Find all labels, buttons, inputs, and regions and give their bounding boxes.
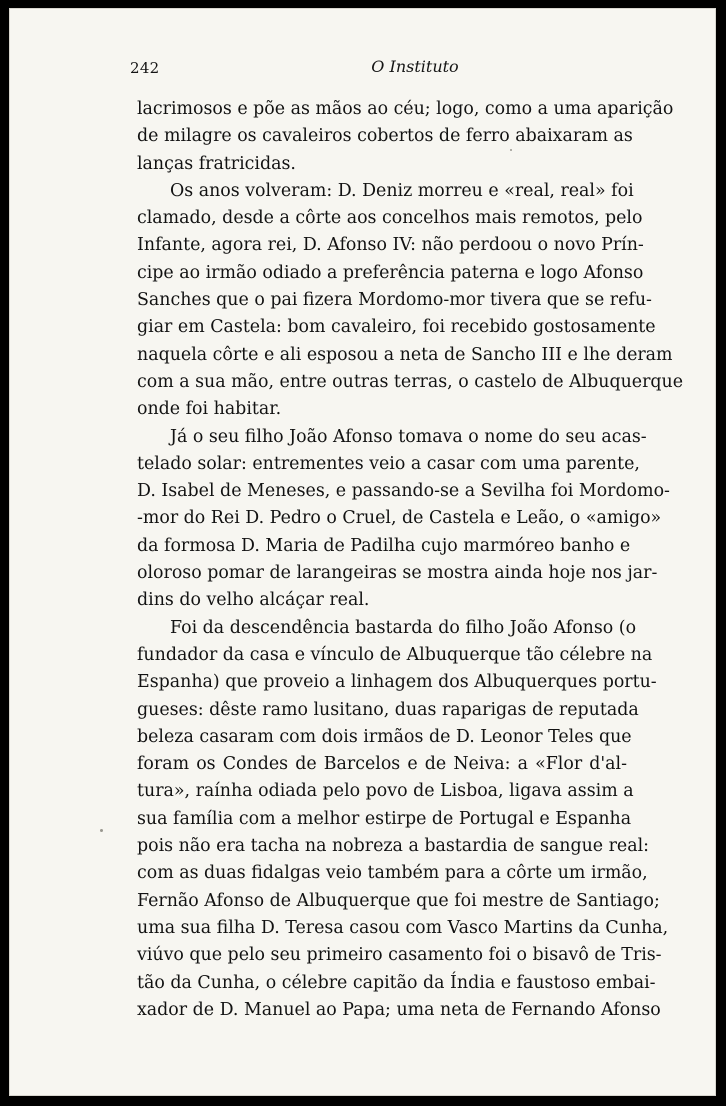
text-line: beleza casaram com dois irmãos de D. Leonor Teles que xyxy=(137,726,632,747)
text-line: Sanches que o pai fizera Mordomo-mor tivera que se refu- xyxy=(137,290,652,311)
text-line: pois não era tacha na nobreza a bastardia de sangue real: xyxy=(137,836,650,857)
paper-speck xyxy=(100,829,103,832)
text-line: tura», raínha odiada pelo povo de Lisboa, ligava assim a xyxy=(137,781,634,802)
text-line: uma sua filha D. Teresa casou com Vasco Martins da Cunha, xyxy=(137,917,669,938)
text-line: Espanha) que proveio a linhagem dos Albuquerques portu- xyxy=(137,672,657,693)
text-line: D. Isabel de Meneses, e passando-se a Sevilha foi Mordomo- xyxy=(137,481,670,502)
text-line: tão da Cunha, o célebre capitão da Índia e faustoso embai- xyxy=(137,972,656,993)
text-line: Já o seu filho João Afonso tomava o nome do seu acas- xyxy=(170,426,647,447)
text-line: Foi da descendência bastarda do filho João Afonso (o xyxy=(170,617,637,638)
text-line: da formosa D. Maria de Padilha cujo marmóreo banho e xyxy=(137,535,631,556)
text-line: naquela côrte e ali esposou a neta de Sancho III e lhe deram xyxy=(137,344,673,365)
text-line: dins do velho alcáçar real. xyxy=(137,590,370,611)
text-line: com a sua mão, entre outras terras, o castelo de Albuquerque xyxy=(137,371,684,392)
text-line: sua família com a melhor estirpe de Portugal e Espanha xyxy=(137,808,632,829)
page-number: 242 xyxy=(130,59,160,77)
text-line: Infante, agora rei, D. Afonso IV: não perdoou o novo Prín- xyxy=(137,235,644,256)
text-line: cipe ao irmão odiado a preferência paterna e logo Afonso xyxy=(137,262,644,283)
running-title: O Instituto xyxy=(371,57,459,76)
text-line: -mor do Rei D. Pedro o Cruel, de Castela e Leão, o «amigo» xyxy=(137,508,662,529)
text-line: onde foi habitar. xyxy=(137,399,282,420)
text-line: fundador da casa e vínculo de Albuquerque tão célebre na xyxy=(137,644,653,665)
text-line: Fernão Afonso de Albuquerque que foi mestre de Santiago; xyxy=(137,890,660,911)
text-line: giar em Castela: bom cavaleiro, foi recebido gostosamente xyxy=(137,317,656,338)
text-line: gueses: dêste ramo lusitano, duas raparigas de reputada xyxy=(137,699,639,720)
page-header xyxy=(130,59,620,83)
text-line: de milagre os cavaleiros cobertos de ferro abaixaram as xyxy=(137,126,633,147)
body-text xyxy=(137,96,684,1024)
text-line: lanças fratricidas. xyxy=(137,153,296,174)
text-line: viúvo que pelo seu primeiro casamento foi o bisavô de Tris- xyxy=(137,945,662,966)
text-line: clamado, desde a côrte aos concelhos mais remotos, pelo xyxy=(137,208,643,229)
text-line: Os anos volveram: D. Deniz morreu e «real, real» foi xyxy=(170,180,634,201)
text-line: xador de D. Manuel ao Papa; uma neta de Fernando Afonso xyxy=(137,999,661,1020)
text-line: foram os Condes de Barcelos e de Neiva: a «Flor d'al- xyxy=(137,754,627,775)
text-line: com as duas fidalgas veio também para a côrte um irmão, xyxy=(137,863,648,884)
text-line: oloroso pomar de larangeiras se mostra ainda hoje nos jar- xyxy=(137,563,658,584)
text-line: lacrimosos e põe as mãos ao céu; logo, como a uma aparição xyxy=(137,99,674,119)
text-line: telado solar: entrementes veio a casar com uma parente, xyxy=(137,453,640,474)
